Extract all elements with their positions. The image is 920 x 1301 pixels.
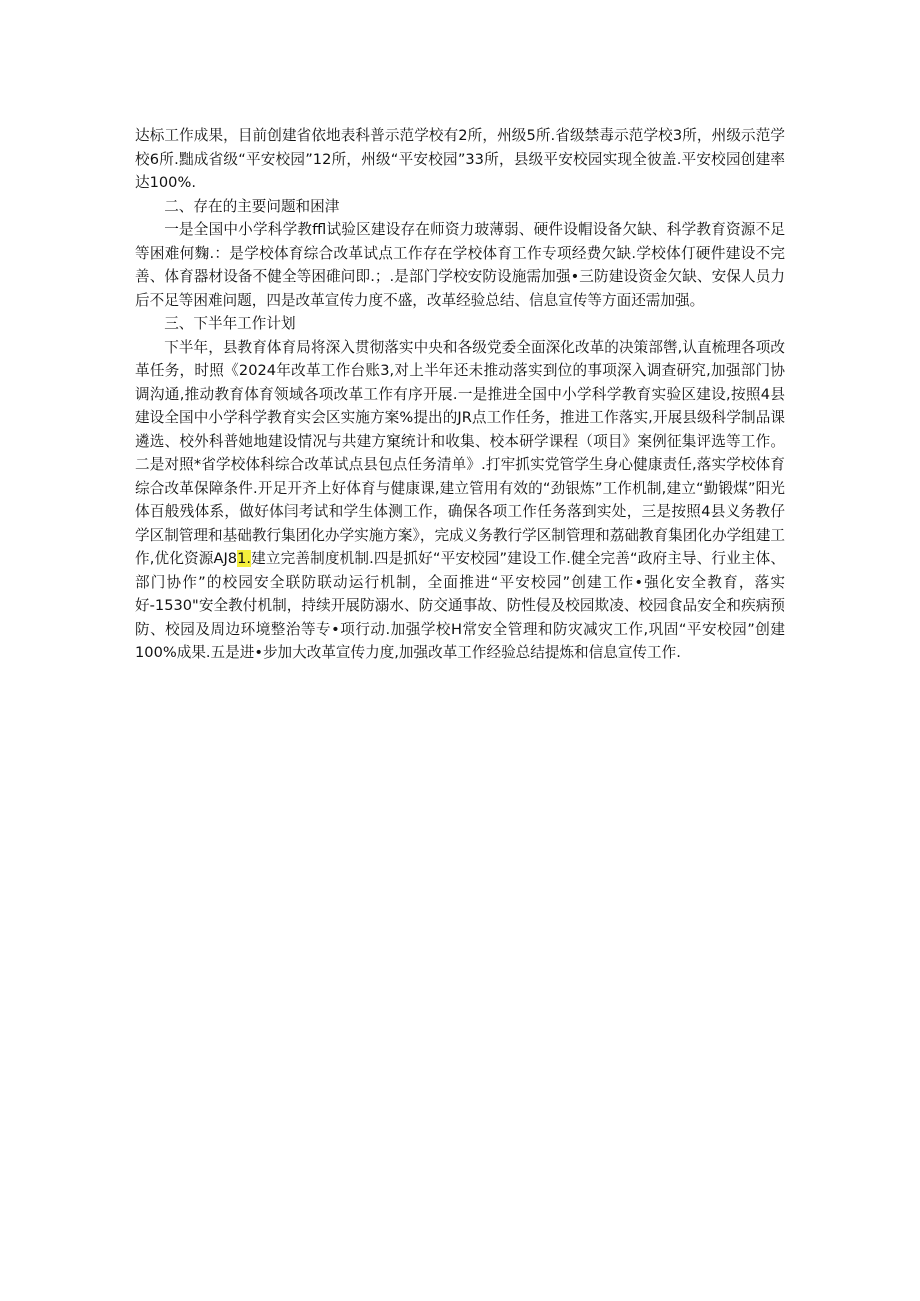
plan-text-part-1: 下半年，县教育体育局将深入贯彻落实中央和各级党委全面深化改革的决策部辔,认直梳理各项改革任务，时照《2024年改革工作台账3,对上半年还未推动落实到位的事项深入调查研究,加强部门协调沟通,推动教育体育领域各项改革工作有序开展.一是推进全国中小学科学教育实验区建设,按照4县建设全国中小学科学教育实会区实施方案%提出的JR点工作任务，推进工作落实,开展县级科学制品课遴选、校外科普她地建设情况与共建方窠统计和收集、校本研学课程（项目》案例征集评选等工作。二是对照*省学校体科综合改革试点县包点任务清单》.打牢抓实党管学生身心健康责任,落实学校体育综合改革保障条件.开足开齐上好体育与健康课,建立管用有效的“劲银炼”工作机制,建立“勤锻煤”阳光体百般残体系，做好体闫考试和学生体测工作，确保各项工作任务落到实处，三是按照4县义务教仔学区制管理和基础教行集团化办学实施方案》，完成义务教行学区制管理和荔础教育集团化办学组建工作,优化资源AJ8 [135,338,785,567]
heading-plan: 三、下半年工作计划 [164,315,296,332]
paragraph-achievements: 达标工作成果，目前创建省依地表科普示范学校有2所，州级5所.省级禁毒示范学校3所，州级示范学校6所.黜成省级“平安校园”12所，州级“平安校园”33所，县级平安校园实现全彼盖.平安校园创建率达100%. [135,127,785,191]
document-body [135,124,785,665]
paragraph-plan [135,336,785,665]
heading-problems: 二、存在的主要问题和困津 [164,197,340,215]
plan-text-part-2: 建立完善制度机制.四是抓好“平安校园”建设工作.健全完善“政府主导、行业主体、部门协作”的校园安全联防联动运行机制，全面推进“平安校园”创建工作•强化安全教育，落实好-1530"安全教付机制，持续开展防溺水、防交通事故、防性侵及校园欺凌、校园食品安全和疾病预防、校园及周边环境整治等专•项行动.加强学校H常安全管理和防灾减灾工作,巩固“平安校园”创建100%成果.五是进•步加大改革宣传力度,加强改革工作经验总结提炼和信息宣传工作. [135,550,785,661]
paragraph-problems: 一是全国中小学科学教ffl试验区建设存在师资力玻薄弱、硬件设帽设备欠缺、科学教育资源不足等困难何麴.：是学校体育综合改革试点工作存在学校体育工作专项经费欠缺.学校体仃硬件建设不完善、体育器材设备不健全等困碓问即.；.是部门学校安防设施需加强•三防建设资金欠缺、安保人员力后不足等困难问题，四是改革宣传力度不盛，改革经验总结、信息宣传等方面还需加强。 [135,221,785,309]
highlighted-text: 1. [237,550,252,567]
